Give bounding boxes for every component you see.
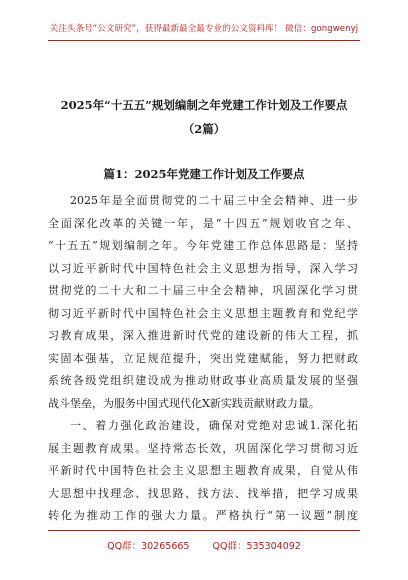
document-title: 2025年“十五五”规划编制之年党建工作计划及工作要点 <box>60 98 348 112</box>
body-line: 贯彻党的二十大和二十届三中全会精神，巩固深化学习贯 <box>48 284 358 297</box>
body-line: 大思想中找理念、找思路、找方法、找举措，把学习成果 <box>48 486 358 500</box>
body-line: 全面深化改革的关键一年，是“十四五”规划收官之年、 <box>48 216 358 230</box>
body-line: 转化为推动工作的强大力量。严格执行“第一议题”制度 <box>48 509 358 522</box>
body-text <box>48 190 358 528</box>
header-divider <box>48 40 360 41</box>
body-line: 展主题教育成果。坚持常态长效，巩固深化学习贯彻习近 <box>48 441 358 455</box>
footer-divider <box>48 530 360 531</box>
footer-contact <box>0 538 408 552</box>
body-line: 一、着力强化政治建设，确保对党绝对忠诚1.深化拓 <box>70 419 358 432</box>
footer-qq-group-2: QQ群：535304092 <box>212 541 301 552</box>
footer-qq-group-1: QQ群：30265665 <box>107 541 190 552</box>
body-line: 战斗堡垒，为服务中国式现代化X新实践贡献财政力量。 <box>48 396 320 410</box>
part-count: （2篇） <box>182 122 226 136</box>
header-note: 关注头条号“公文研究”，获得最新最全最专业的公文资料库！ 微信：gongwenyj <box>49 24 359 34</box>
section-title: 篇1：2025年党建工作计划及工作要点 <box>103 167 305 181</box>
body-line: “十五五”规划编制之年。今年党建工作总体思路是：坚持 <box>48 239 358 252</box>
body-line: 2025年是全面贯彻党的二十届三中全会精神、进一步 <box>70 194 358 207</box>
body-line: 系统各级党组织建设成为推动财政事业高质量发展的坚强 <box>48 374 358 387</box>
body-line: 实固本强基，立足规范提升，突出党建赋能，努力把财政 <box>48 351 358 365</box>
body-line: 习教育成果，深入推进新时代党的建设新的伟大工程，抓 <box>48 329 358 342</box>
body-line: 以习近平新时代中国特色社会主义思想为指导，深入学习 <box>48 261 358 275</box>
body-line: 彻习近平新时代中国特色社会主义思想主题教育和党纪学 <box>48 306 358 320</box>
body-line: 平新时代中国特色社会主义思想主题教育成果，自觉从伟 <box>48 464 358 477</box>
